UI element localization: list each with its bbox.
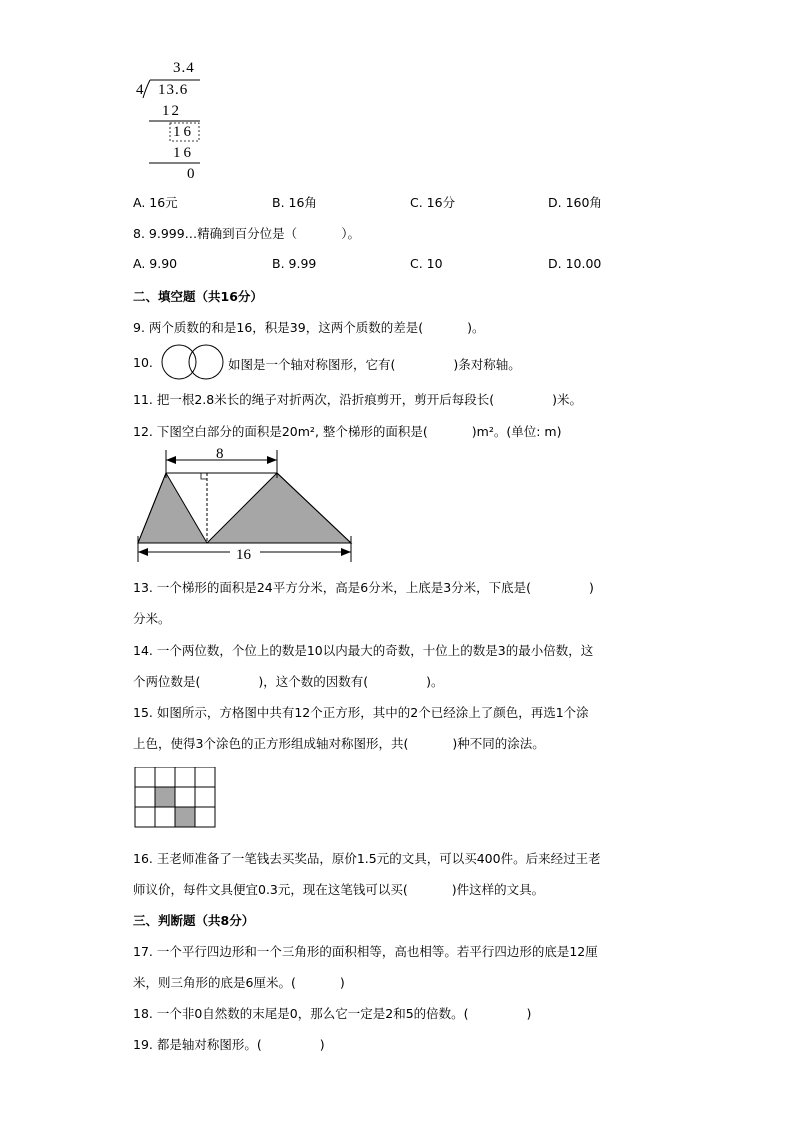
- q13-end: ): [589, 580, 594, 595]
- division-step2: 16: [173, 145, 194, 161]
- q12-stem: 12. 下图空白部分的面积是20m², 整个梯形的面积是(: [133, 424, 428, 439]
- bottom-base-label: 16: [236, 547, 251, 563]
- section-2-heading: 二、填空题（共16分）: [133, 289, 263, 304]
- q8-option-a[interactable]: A. 9.90: [133, 256, 178, 271]
- q16-part-b: )件这样的文具。: [451, 882, 545, 897]
- question-9: [133, 318, 484, 336]
- q17-part-b: ): [339, 975, 345, 990]
- division-divisor: 4: [136, 82, 144, 98]
- q10-end: )条对称轴。: [453, 357, 521, 372]
- question-18: [133, 1004, 531, 1022]
- question-11: [133, 390, 582, 408]
- q14-part-a: 个两位数是(: [133, 674, 201, 689]
- q19-stem: 19. 都是轴对称图形。(: [133, 1037, 262, 1052]
- question-17-line1: 17. 一个平行四边形和一个三角形的面积相等，高也相等。若平行四边形的底是12厘: [133, 944, 598, 959]
- grid-shaded-cell-2: [175, 807, 195, 827]
- question-15-line1: 15. 如图所示，方格图中共有12个正方形，其中的2个已经涂上了颜色，再选1个涂: [133, 705, 589, 720]
- q18-end: ): [526, 1006, 532, 1021]
- q14-part-c: )。: [426, 674, 444, 689]
- question-16-line1: 16. 王老师准备了一笔钱去买奖品，原价1.5元的文具，可以买400件。后来经过王老: [133, 851, 601, 866]
- question-14-line1: 14. 一个两位数，个位上的数是10以内最大的奇数，十位上的数是3的最小倍数，这: [133, 643, 594, 658]
- q13-stem: 13. 一个梯形的面积是24平方分米，高是6分米，上底是3分米，下底是(: [133, 580, 532, 595]
- section-3-heading: 三、判断题（共8分）: [133, 913, 255, 928]
- q15-part-b: )种不同的涂法。: [452, 736, 545, 751]
- division-quotient: 3.4: [173, 60, 195, 76]
- q7-option-a[interactable]: A. 16元: [133, 195, 178, 210]
- question-19: [133, 1035, 325, 1053]
- question-10: [228, 355, 521, 373]
- top-base-label: 8: [216, 448, 224, 462]
- question-12: [133, 422, 561, 440]
- q8-stem: 8. 9.999…精确到百分位是（: [133, 226, 298, 241]
- q7-option-b[interactable]: B. 16角: [272, 195, 317, 210]
- trapezoid-figure: [130, 448, 360, 568]
- q16-part-a: 师议价，每件文具便宜0.3元，现在这笔钱可以买(: [133, 882, 408, 897]
- division-dividend: 13.6: [158, 82, 189, 98]
- q8-end: ）。: [341, 226, 360, 241]
- division-final: 0: [187, 166, 195, 182]
- right-shaded-triangle: [207, 473, 351, 543]
- q7-option-c[interactable]: C. 16分: [410, 195, 456, 210]
- question-15-line2: [133, 734, 545, 752]
- q8-option-d[interactable]: D. 10.00: [548, 256, 602, 271]
- q10-stem: 如图是一个轴对称图形，它有(: [228, 357, 396, 372]
- question-16-line2: [133, 880, 544, 898]
- left-shaded-triangle: [138, 473, 207, 543]
- division-step1: 12: [162, 103, 181, 119]
- division-bracket-icon: [130, 58, 210, 186]
- question-14-line2: [133, 672, 444, 690]
- grid-figure: [134, 767, 218, 829]
- two-circles-figure: [160, 342, 226, 382]
- division-remainder: 16: [173, 124, 194, 140]
- q11-end: )米。: [552, 392, 583, 407]
- q9-stem: 9. 两个质数的和是16，积是39，这两个质数的差是(: [133, 320, 424, 335]
- q18-stem: 18. 一个非0自然数的末尾是0，那么它一定是2和5的倍数。(: [133, 1006, 469, 1021]
- q8-option-b[interactable]: B. 9.99: [272, 256, 317, 271]
- q7-option-d[interactable]: D. 160角: [548, 195, 602, 210]
- q17-part-a: 米，则三角形的底是6厘米。(: [133, 975, 296, 990]
- question-8: [133, 224, 360, 242]
- question-13-line1: [133, 578, 594, 596]
- q10-number: 10.: [133, 355, 153, 370]
- grid-shaded-cell-1: [155, 787, 175, 807]
- question-17-line2: [133, 973, 345, 991]
- q9-end: )。: [467, 320, 485, 335]
- q19-end: ): [319, 1037, 325, 1052]
- q11-stem: 11. 把一根2.8米长的绳子对折两次，沿折痕剪开，剪开后每段长(: [133, 392, 495, 407]
- question-13-line2: 分米。: [133, 611, 171, 626]
- q12-end: )m²。(单位: m): [471, 424, 562, 439]
- q8-option-c[interactable]: C. 10: [410, 256, 443, 271]
- q15-part-a: 上色，使得3个涂色的正方形组成轴对称图形，共(: [133, 736, 409, 751]
- q14-part-b: )，这个数的因数有(: [258, 674, 369, 689]
